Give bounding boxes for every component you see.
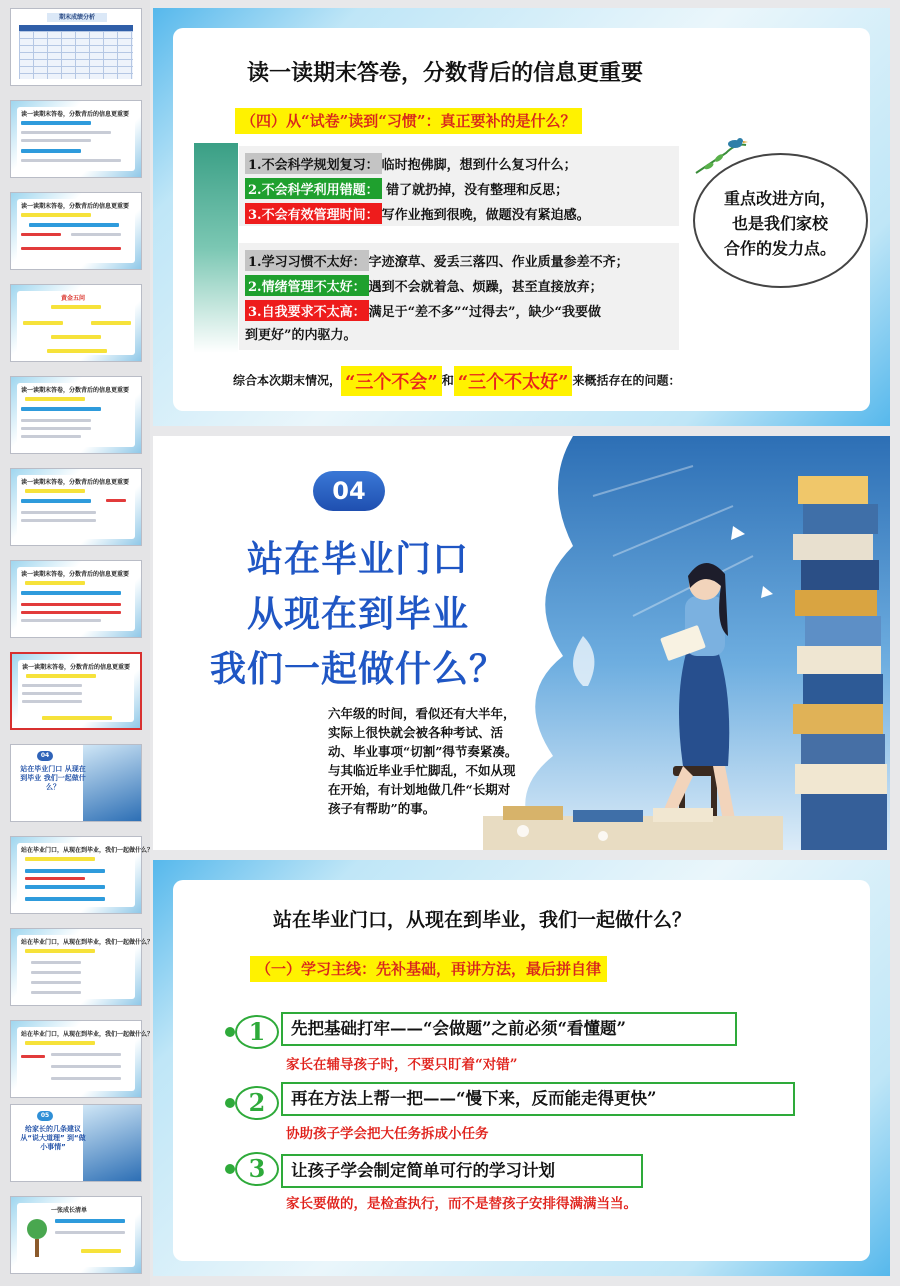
slide-thumbnail-14[interactable] bbox=[10, 1196, 142, 1274]
slide-title: 读一读期末答卷，分数背后的信息更重要 bbox=[247, 60, 644, 86]
problem-line: 3.自我要求不太高： 满足于“差不多”“过得去”，缺少“我要做 bbox=[245, 300, 601, 321]
thumbnail-title: 期末成绩分析 bbox=[47, 13, 107, 22]
slide-thumbnail-13[interactable] bbox=[10, 1104, 142, 1182]
bubble-text-line: 重点改进方向， bbox=[723, 189, 836, 208]
slide-thumbnail-12[interactable] bbox=[10, 1020, 154, 1098]
slide-thumbnail-2[interactable] bbox=[10, 100, 142, 178]
problem-line: 到更好”的内驱力。 bbox=[245, 328, 357, 343]
step-number-badge: 2 bbox=[235, 1086, 279, 1120]
step-box: 让孩子学会制定简单可行的学习计划 bbox=[281, 1154, 643, 1188]
slide-study-mainline bbox=[153, 860, 890, 1276]
step-number-badge: 3 bbox=[235, 1152, 279, 1186]
slide-thumbnail-4[interactable] bbox=[10, 284, 142, 362]
thumbnail-title: 站在毕业门口，从现在到毕业，我们一起做什么？ bbox=[21, 1031, 154, 1038]
step-bullet-dot bbox=[225, 1027, 235, 1037]
thumbnail-title: 读一读期末答卷，分数背后的信息更重要 bbox=[21, 479, 130, 486]
highlight-three-not-good: “三个不太好” bbox=[454, 366, 573, 396]
slide-thumbnail-11[interactable] bbox=[10, 928, 154, 1006]
thumbnail-title: 读一读期末答卷，分数背后的信息更重要 bbox=[21, 203, 130, 210]
section-title-line: 从现在到毕业 bbox=[246, 593, 469, 635]
summary-line: 综合本次期末情况， “三个不会” 和 “三个不太好” 来概括存在的问题： bbox=[233, 366, 680, 396]
section-title-line: 我们一起做什么？ bbox=[209, 648, 506, 690]
thumbnail-title: 读一读期末答卷，分数背后的信息更重要 bbox=[21, 387, 130, 394]
slide-thumbnail-6[interactable] bbox=[10, 468, 142, 546]
highlight-three-cannots: “三个不会” bbox=[341, 366, 442, 396]
section-subtitle: （一）学习主线：先补基础，再讲方法，最后拼自律 bbox=[250, 956, 607, 982]
decorative-gradient-bar bbox=[194, 143, 238, 353]
thumbnail-title: 一张成长清单 bbox=[51, 1207, 88, 1214]
step-box: 先把基础打牢——“会做题”之前必须“看懂题” bbox=[281, 1012, 737, 1046]
thumbnail-title: 站在毕业门口，从现在到毕业，我们一起做什么？ bbox=[21, 939, 154, 946]
problem-line: 1.不会科学规划复习： 临时抱佛脚，想到什么复习什么； bbox=[245, 153, 577, 174]
slide-thumbnail-3[interactable] bbox=[10, 192, 142, 270]
thumbnail-title: 黄金五问 bbox=[61, 295, 86, 302]
slide-thumbnail-9[interactable] bbox=[10, 744, 142, 822]
step-bullet-dot bbox=[225, 1098, 235, 1108]
slide-thumbnail-7[interactable] bbox=[10, 560, 142, 638]
thumbnail-title: 给家长的几条建议 从“说大道理” 到“做小事情” bbox=[20, 1125, 86, 1151]
step-note: 协助孩子学会把大任务拆成小任务 bbox=[286, 1126, 489, 1142]
bubble-text-line: 也是我们家校 bbox=[731, 214, 828, 233]
slide-title: 站在毕业门口，从现在到毕业，我们一起做什么？ bbox=[273, 909, 692, 931]
step-note: 家长在辅导孩子时，不要只盯着“对错” bbox=[286, 1057, 518, 1073]
step-number-badge: 1 bbox=[235, 1015, 279, 1049]
thumbnail-number: 05 bbox=[37, 1111, 53, 1121]
thumbnail-title: 站在毕业门口，从现在到毕业，我们一起做什么？ bbox=[21, 847, 154, 854]
section-intro-paragraph: 六年级的时间，看似还有大半年，实际上很快就会被各种考试、活动、毕业事项“切割”得节奏紧凑。与其临近毕业手忙脚乱，不如从现在开始，有计划地做几件“长期对孩子有帮助”的事。 bbox=[328, 706, 518, 816]
problem-line: 3.不会有效管理时间： 写作业拖到很晚，做题没有紧迫感。 bbox=[245, 203, 590, 224]
problem-line: 2.不会科学利用错题： 错了就扔掉，没有整理和反思； bbox=[245, 178, 568, 199]
slide-habits-analysis bbox=[153, 8, 890, 426]
slide-thumbnail-rail bbox=[0, 0, 154, 1286]
step-note: 家长要做的，是检查执行，而不是替孩子安排得满满当当。 bbox=[286, 1196, 637, 1212]
thumbnail-title: 读一读期末答卷，分数背后的信息更重要 bbox=[21, 571, 130, 578]
slide-thumbnail-8[interactable] bbox=[10, 652, 142, 730]
thumbnail-title: 读一读期末答卷，分数背后的信息更重要 bbox=[21, 111, 130, 118]
section-title-line: 站在毕业门口 bbox=[246, 538, 469, 580]
girl-reading-illustration bbox=[483, 436, 890, 850]
slide-thumbnail-5[interactable] bbox=[10, 376, 142, 454]
thumbnail-title: 读一读期末答卷，分数背后的信息更重要 bbox=[22, 664, 131, 671]
step-bullet-dot bbox=[225, 1164, 235, 1174]
step-box: 再在方法上帮一把——“慢下来，反而能走得更快” bbox=[281, 1082, 795, 1116]
section-subtitle: （四）从“试卷”读到“习惯”：真正要补的是什么？ bbox=[235, 108, 582, 134]
problem-line: 1.学习习惯不太好： 字迹潦草、爱丢三落四、作业质量参差不齐； bbox=[245, 250, 629, 271]
section-number-badge: 04 bbox=[313, 471, 385, 511]
slide-thumbnail-10[interactable] bbox=[10, 836, 154, 914]
thumbnail-number: 04 bbox=[37, 751, 53, 761]
bubble-text-line: 合作的发力点。 bbox=[723, 239, 836, 258]
slide-thumbnail-1[interactable] bbox=[10, 8, 142, 86]
thumbnail-title: 站在毕业门口 从现在到毕业 我们一起做什么？ bbox=[20, 765, 86, 791]
problem-line: 2.情绪管理不太好： 遇到不会就着急、烦躁，甚至直接放弃； bbox=[245, 275, 603, 296]
slide-section-04-cover bbox=[153, 436, 890, 850]
